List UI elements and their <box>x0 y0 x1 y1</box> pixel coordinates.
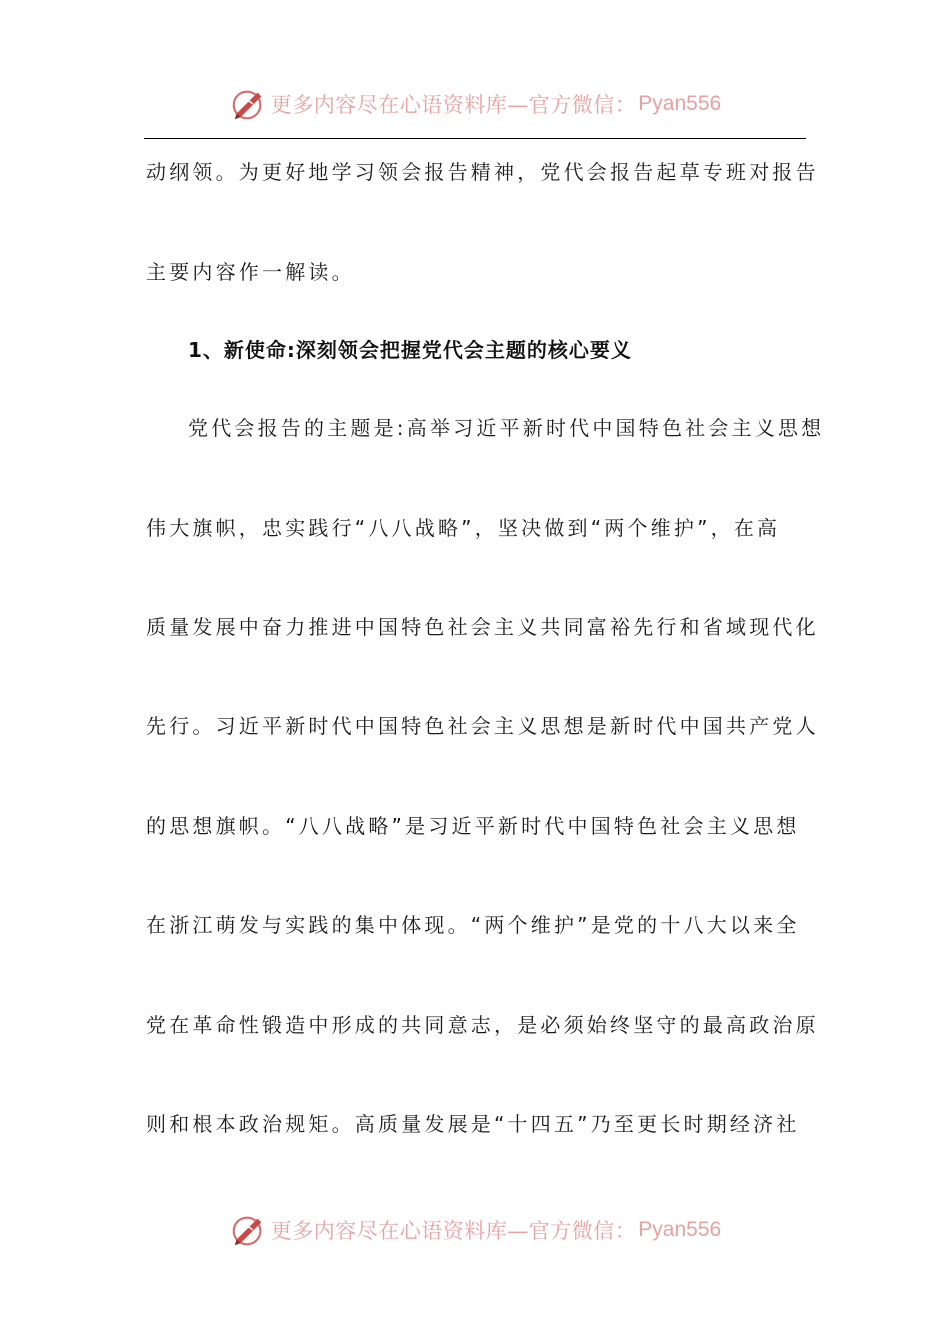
paragraph-line-5: 的思想旗帜。“八八战略”是习近平新时代中国特色社会主义思想 <box>146 814 800 838</box>
header-rule <box>144 138 806 139</box>
header-banner <box>0 84 950 124</box>
paragraph-line-8: 则和根本政治规矩。高质量发展是“十四五”乃至更长时期经济社 <box>146 1112 800 1136</box>
footer-banner <box>0 1210 950 1250</box>
paragraph-line-4: 先行。习近平新时代中国特色社会主义思想是新时代中国共产党人 <box>146 714 819 738</box>
paragraph-line-7: 党在革命性锻造中形成的共同意志，是必须始终坚守的最高政治原 <box>146 1013 819 1037</box>
footer-banner-id: Pyan556 <box>638 1218 722 1241</box>
paragraph-line-3: 质量发展中奋力推进中国特色社会主义共同富裕先行和省域现代化 <box>146 615 819 639</box>
paragraph-line-2: 伟大旗帜，忠实践行“八八战略”，坚决做到“两个维护”，在高 <box>146 516 781 540</box>
body-line-1: 动纲领。为更好地学习领会报告精神，党代会报告起草专班对报告 <box>146 160 819 184</box>
pen-logo-icon <box>229 1211 267 1249</box>
header-banner-text: 更多内容尽在心语资料库—官方微信： <box>270 93 637 117</box>
header-banner-id: Pyan556 <box>638 92 722 115</box>
body-line-2: 主要内容作一解读。 <box>146 260 355 284</box>
footer-banner-text: 更多内容尽在心语资料库—官方微信： <box>270 1219 637 1243</box>
paragraph-line-6: 在浙江萌发与实践的集中体现。“两个维护”是党的十八大以来全 <box>146 913 800 937</box>
pen-logo-icon <box>229 85 267 123</box>
section-heading: 1、新使命:深刻领会把握党代会主题的核心要义 <box>188 338 632 362</box>
paragraph-line-1: 党代会报告的主题是:高举习近平新时代中国特色社会主义思想 <box>188 416 825 440</box>
